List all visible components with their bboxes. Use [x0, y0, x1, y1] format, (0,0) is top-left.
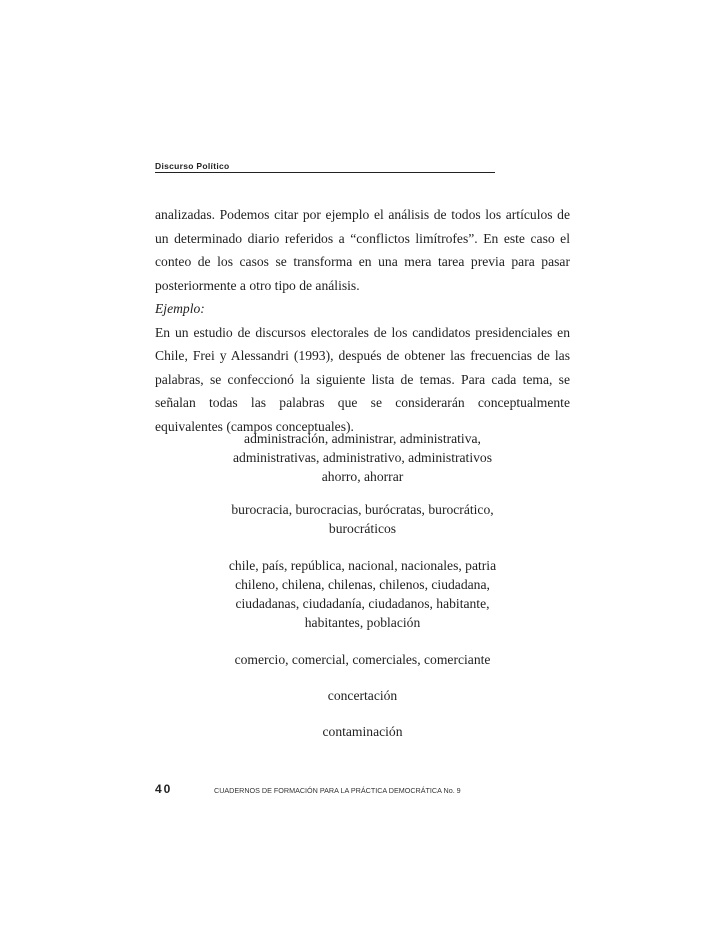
- example-block: [155, 297, 570, 438]
- word-group-administracion: [155, 429, 570, 486]
- word-group-contaminacion: [155, 722, 570, 741]
- word-group-line: concertación: [327, 688, 398, 703]
- word-group-line: chileno, chilena, chilenas, chilenos, ciudadana,: [235, 577, 490, 592]
- publication-title: CUADERNOS DE FORMACIÓN PARA LA PRÁCTICA DEMOCRÁTICA No. 9: [214, 786, 461, 795]
- word-group-line: habitantes, población: [304, 615, 421, 630]
- word-group-line: chile, país, república, nacional, nacionales, patria: [228, 558, 497, 573]
- example-text: En un estudio de discursos electorales de los candidatos presidenciales en Chile, Frei y Alessandri (1993), después de obtener las frecuencias de las palabras, se confeccionó la siguiente lista de temas. Para cada tema, se señalan todas las palabras que se considerarán conceptualmente equivalentes (campos conceptuales).: [155, 324, 570, 434]
- word-group-line: burocráticos: [328, 521, 397, 536]
- paragraph-intro: analizadas. Podemos citar por ejemplo el análisis de todos los artículos de un determinado diario referidos a “conflictos limítrofes”. En este caso el conteo de los casos se transforma en una mera tarea previa para pasar posteriormente a otro tipo de análisis.: [155, 207, 570, 293]
- example-label: Ejemplo:: [155, 301, 205, 316]
- word-group-line: comercio, comercial, comerciales, comerciante: [234, 652, 491, 667]
- word-group-line: burocracia, burocracias, burócratas, burocrático,: [231, 502, 494, 517]
- running-header: Discurso Político: [155, 161, 495, 173]
- word-group-comercio: [155, 650, 570, 669]
- word-group-line: ciudadanas, ciudadanía, ciudadanos, habitante,: [235, 596, 490, 611]
- word-group-line: contaminación: [322, 724, 403, 739]
- word-group-concertacion: [155, 686, 570, 705]
- page-number: 40: [155, 782, 173, 796]
- word-group-chile: [155, 556, 570, 632]
- word-group-burocracia: [155, 500, 570, 538]
- word-group-line: administrativas, administrativo, administrativos: [233, 450, 492, 465]
- word-group-line: ahorro, ahorrar: [321, 469, 404, 484]
- word-group-line: administración, administrar, administrativa,: [244, 431, 481, 446]
